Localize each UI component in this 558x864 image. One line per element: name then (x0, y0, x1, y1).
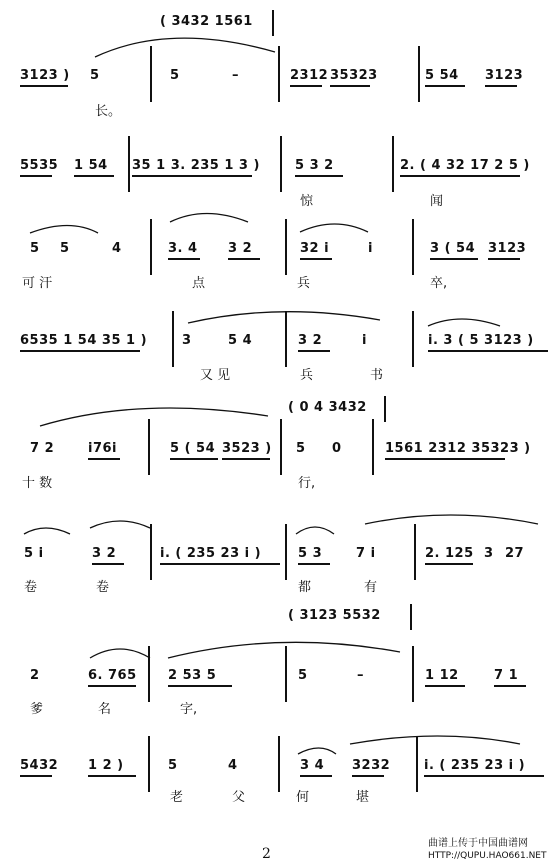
lyric-syllable: 都 (298, 580, 312, 595)
note-group: 3 4 (300, 758, 325, 773)
note-group: 3 ( 54 (430, 241, 476, 256)
note-group: 5 i (24, 546, 44, 561)
note-group: 5 ( 54 (170, 441, 216, 456)
note-group: – (357, 668, 364, 683)
note-group: 5 (30, 241, 40, 256)
lyric-syllable: 卒, (430, 276, 448, 291)
note-group: 0 (332, 441, 342, 456)
page-number: 2 (262, 846, 271, 862)
note-group: 2 (30, 668, 40, 683)
note-group: 3 2 (228, 241, 253, 256)
note-group: 2. 125 (425, 546, 474, 561)
note-group: – (232, 68, 239, 83)
note-group: 5 54 (425, 68, 459, 83)
note-group: 7 1 (494, 668, 519, 683)
note-group: 6535 1 54 35 1 ) (20, 333, 148, 348)
intro-phrase: ( 3123 5532 (288, 608, 381, 623)
note-group: 5535 (20, 158, 59, 173)
lyric-syllable: 行, (298, 476, 316, 491)
note-group: 5432 (20, 758, 59, 773)
note-group: 3123 ) (20, 68, 70, 83)
note-group: 5 (90, 68, 100, 83)
note-group: 5 (168, 758, 178, 773)
lyric-syllable: 惊 (300, 194, 314, 209)
note-group: i. 3 ( 5 3123 ) (428, 333, 534, 348)
note-group: 5 3 (298, 546, 323, 561)
lyric-syllable: 闻 (430, 194, 444, 209)
note-group: 7 2 (30, 441, 55, 456)
lyric-syllable: 长。 (95, 104, 122, 119)
note-group: 3 (182, 333, 192, 348)
note-group: 3523 ) (222, 441, 272, 456)
note-group: 5 (170, 68, 180, 83)
slur (350, 736, 520, 744)
lyric-syllable: 又 见 (200, 368, 231, 383)
note-group: 5 3 2 (295, 158, 334, 173)
note-group: 3 (484, 546, 494, 561)
lyric-syllable: 堪 (356, 790, 370, 805)
note-group: 5 (296, 441, 306, 456)
note-group: 2. ( 4 32 17 2 5 ) (400, 158, 530, 173)
intro-phrase: ( 3432 1561 (160, 14, 253, 29)
footer-line-2: HTTP://QUPU.HAO661.NET (428, 851, 547, 861)
note-group: 1 54 (74, 158, 108, 173)
note-group: 4 (228, 758, 238, 773)
lyric-syllable: 可 汗 (22, 276, 53, 291)
slur (298, 748, 336, 754)
lyric-syllable: 字, (180, 702, 198, 717)
note-group: 7 i (356, 546, 376, 561)
slur (170, 214, 248, 223)
slur (90, 649, 150, 658)
note-group: 5 (298, 668, 308, 683)
lyric-syllable: 父 (232, 790, 246, 805)
footer-line-1: 曲谱上传于中国曲谱网 (428, 838, 528, 849)
lyric-syllable: 老 (170, 790, 184, 805)
slur (296, 527, 334, 534)
note-group: 3. 4 (168, 241, 198, 256)
note-group: 6. 765 (88, 668, 137, 683)
note-group: i. ( 235 23 i ) (424, 758, 526, 773)
note-group: i (368, 241, 373, 256)
note-group: 1 12 (425, 668, 459, 683)
note-group: 5 (60, 241, 70, 256)
note-group: 3232 (352, 758, 391, 773)
note-group: 2 53 5 (168, 668, 217, 683)
note-group: 27 (505, 546, 525, 561)
slur (300, 224, 368, 232)
slur (24, 528, 70, 534)
note-group: 35323 (330, 68, 378, 83)
note-group: 2312 (290, 68, 329, 83)
lyric-syllable: 何 (296, 790, 310, 805)
note-group: 4 (112, 241, 122, 256)
slur (90, 521, 150, 528)
note-group: 3123 (485, 68, 524, 83)
note-group: 3 2 (298, 333, 323, 348)
note-group: 3 2 (92, 546, 117, 561)
lyric-syllable: 名 (98, 702, 112, 717)
note-group: i (362, 333, 367, 348)
slur (188, 312, 380, 323)
note-group: 35 1 3. 235 1 3 ) (132, 158, 260, 173)
slur (365, 515, 538, 524)
lyric-syllable: 兵 (300, 368, 314, 383)
slur (30, 226, 98, 234)
note-group: 3123 (488, 241, 527, 256)
note-group: 1 2 ) (88, 758, 124, 773)
note-group: 32 i (300, 241, 330, 256)
slur (95, 38, 275, 57)
note-group: 1561 2312 35323 ) (385, 441, 531, 456)
lyric-syllable: 卷 (96, 580, 110, 595)
lyric-syllable: 兵 (297, 276, 311, 291)
lyric-syllable: 点 (192, 276, 206, 291)
slur (168, 642, 400, 658)
note-group: i76i (88, 441, 118, 456)
note-group: i. ( 235 23 i ) (160, 546, 262, 561)
lyric-syllable: 有 (364, 580, 378, 595)
footer-watermark (428, 838, 546, 862)
slur (40, 408, 268, 426)
lyric-syllable: 卷 (24, 580, 38, 595)
lyric-syllable: 爹 (30, 702, 44, 717)
slur (428, 319, 500, 326)
note-group: 5 4 (228, 333, 253, 348)
lyric-syllable: 书 (370, 368, 384, 383)
lyric-syllable: 十 数 (22, 476, 53, 491)
intro-phrase: ( 0 4 3432 (288, 400, 367, 415)
